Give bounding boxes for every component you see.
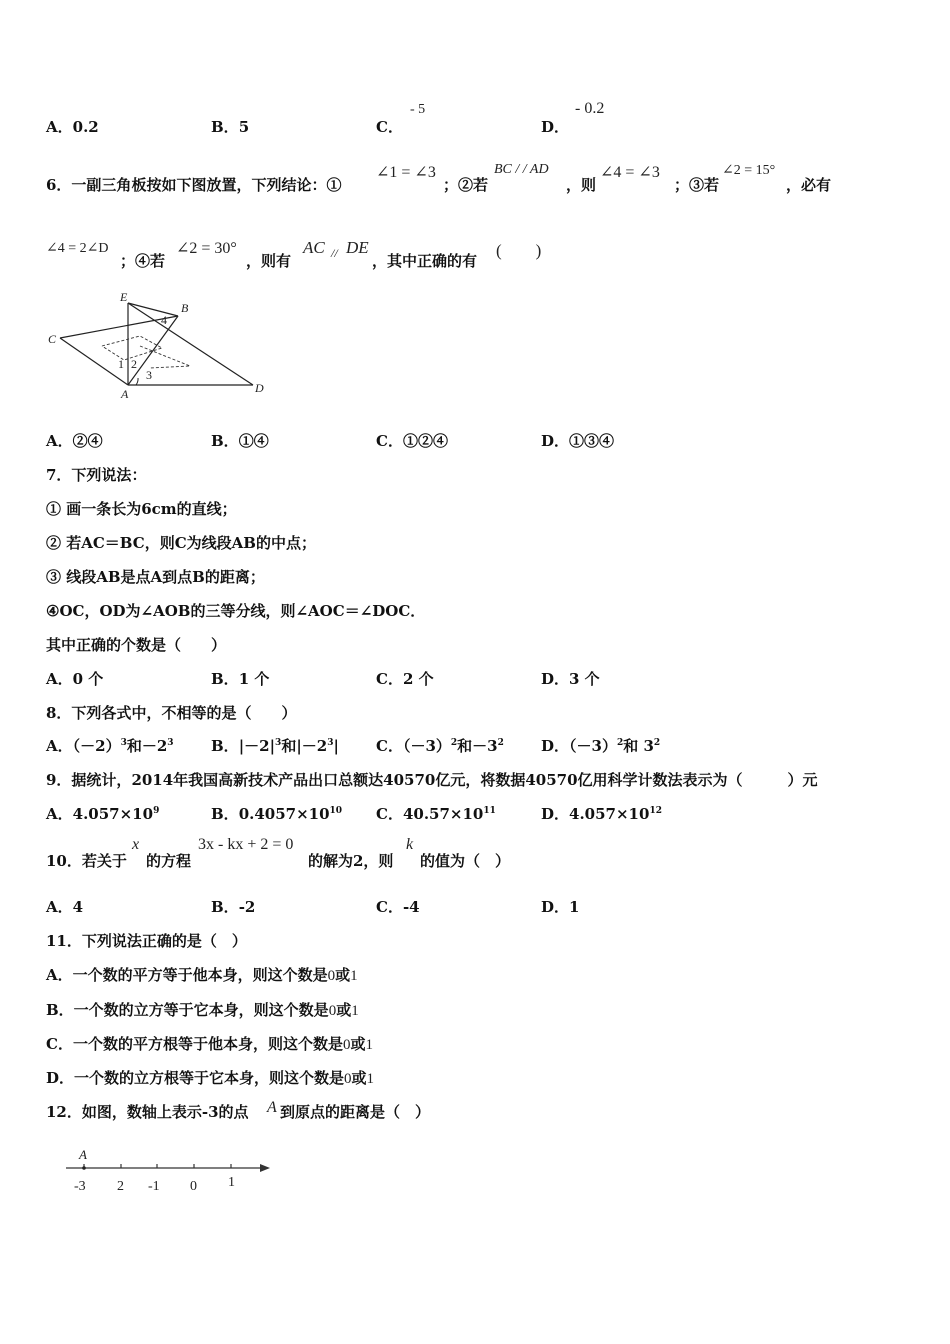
tick-label-2: 2 <box>117 1179 124 1194</box>
q6-option-a[interactable]: A．②④ <box>46 432 103 450</box>
q12-text-2: 到原点的距离是（ ） <box>280 1103 431 1121</box>
point-a-label: A <box>79 1147 87 1162</box>
q6-math-5: ∠4 = 2∠D <box>46 241 109 256</box>
angle-3-arc <box>136 378 138 385</box>
q10-text-4: 的值为（ ） <box>420 852 511 870</box>
label-angle-3: 3 <box>146 368 152 382</box>
label-d: D <box>255 381 264 395</box>
q7-item-3: ③ 线段AB是点A到点B的距离； <box>46 568 265 586</box>
q7-item-2: ② 若AC＝BC，则C为线段AB的中点； <box>46 534 316 552</box>
q5-option-c-math: - 5 <box>410 102 426 117</box>
label-angle-2: 2 <box>131 357 137 371</box>
q6-triangle-figure <box>40 288 280 400</box>
q7-stem: 7．下列说法： <box>46 466 147 484</box>
q6-option-d[interactable]: D．①③④ <box>541 432 615 450</box>
label-angle-4: 4 <box>161 313 167 327</box>
line-eb <box>128 303 178 316</box>
dashed-inner-2 <box>140 346 190 368</box>
q11-option-a[interactable]: A．一个数的平方等于他本身，则这个数是0或1 <box>46 966 358 984</box>
q8-stem: 8．下列各式中，不相等的是（ ） <box>46 704 297 722</box>
number-line-arrow <box>260 1164 270 1172</box>
q6-lead: 6．一副三角板按如下图放置，下列结论：① <box>46 176 342 194</box>
q6-text-2: ；②若 <box>443 176 489 194</box>
q7-item-4: ④OC，OD为∠AOB的三等分线，则∠AOC＝∠DOC． <box>46 602 426 620</box>
q7-option-a[interactable]: A．0 个 <box>46 670 104 688</box>
q9-stem: 9．据统计，2014年我国高新技术产品出口总额达40570亿元，将数据40570亿用科学计数法表示为（ ）元 <box>46 771 818 789</box>
q10-math-x: x <box>132 836 140 853</box>
q5-option-a[interactable]: A．0.2 <box>46 118 99 136</box>
q6-text-8: ，其中正确的有 <box>372 252 478 270</box>
q8-option-d[interactable]: D．$(-3)^2$和 $3^2$ <box>541 737 661 755</box>
q6-text-6: ；④若 <box>120 252 166 270</box>
q6-math-7a: AC <box>303 238 325 257</box>
q6-figure-dashed <box>102 336 190 368</box>
tick-label-neg3: -3 <box>74 1179 86 1194</box>
q9-option-d[interactable]: D．$4.057\times 10^{12}$ <box>541 805 662 823</box>
label-b: B <box>181 301 189 315</box>
q6-math-3: ∠4 = ∠3 <box>600 164 660 181</box>
label-e: E <box>120 290 128 304</box>
q5-option-b[interactable]: B．5 <box>211 118 250 136</box>
q6-math-7c: DE <box>346 238 369 257</box>
q12-text-1: 12．如图，数轴上表示-3的点 <box>46 1103 249 1121</box>
q10-math-k: k <box>406 836 414 853</box>
label-angle-1: 1 <box>118 357 124 371</box>
q8-option-b[interactable]: B．$|-2|^3$和$|-2^3|$ <box>211 737 339 755</box>
q10-text-3: 的解为2，则 <box>308 852 394 870</box>
tick-label-neg1: -1 <box>148 1179 160 1194</box>
label-c: C <box>48 332 57 346</box>
q11-stem: 11．下列说法正确的是（ ） <box>46 932 247 950</box>
q10-option-b[interactable]: B．-2 <box>211 898 256 916</box>
label-a: A <box>121 387 129 400</box>
q10-option-a[interactable]: A．4 <box>46 898 84 916</box>
q7-ask: 其中正确的个数是（ ） <box>46 636 227 654</box>
q6-text-4: ；③若 <box>674 176 720 194</box>
tick-label-0: 0 <box>190 1179 197 1194</box>
q11-option-d[interactable]: D．一个数的立方根等于它本身，则这个数是0或1 <box>46 1069 375 1087</box>
q6-text-5: ，必有 <box>786 176 832 194</box>
q5-option-d-math: - 0.2 <box>575 100 605 117</box>
number-line-figure <box>60 1140 280 1200</box>
q6-math-7b: // <box>331 246 338 260</box>
q7-item-1: ① 画一条长为6cm的直线； <box>46 500 237 518</box>
q6-math-1: ∠1 = ∠3 <box>376 164 436 181</box>
q10-math-equation: 3x - kx + 2 = 0 <box>198 836 294 853</box>
q9-option-a[interactable]: A．$4.057\times 10^9$ <box>46 805 160 823</box>
q7-option-d[interactable]: D．3 个 <box>541 670 600 688</box>
q10-option-d[interactable]: D．1 <box>541 898 580 916</box>
tick-label-1: 1 <box>228 1175 235 1190</box>
q8-option-a[interactable]: A．$(-2)^3$和$-2^3$ <box>46 737 174 755</box>
q6-figure-lines <box>60 303 253 385</box>
q6-option-b[interactable]: B．①④ <box>211 432 269 450</box>
point-a-dot <box>82 1166 86 1170</box>
q6-text-3: ，则 <box>566 176 597 194</box>
q6-math-2: BC / / AD <box>494 162 549 177</box>
q5-option-d[interactable]: D． <box>541 118 570 136</box>
q11-option-c[interactable]: C．一个数的平方根等于他本身，则这个数是0或1 <box>46 1035 373 1053</box>
q6-math-4: ∠2 = 15° <box>722 163 776 178</box>
q9-option-c[interactable]: C．$40.57\times 10^{11}$ <box>376 805 496 823</box>
q6-option-c[interactable]: C．①②④ <box>376 432 448 450</box>
q9-option-b[interactable]: B．$0.4057\times 10^{10}$ <box>211 805 343 823</box>
q6-math-6: ∠2 = 30° <box>176 240 237 257</box>
q6-text-7: ，则有 <box>246 252 292 270</box>
q11-option-b[interactable]: B．一个数的立方等于它本身，则这个数是0或1 <box>46 1001 359 1019</box>
q5-option-c[interactable]: C． <box>376 118 403 136</box>
line-ba <box>128 316 178 385</box>
q10-option-c[interactable]: C．-4 <box>376 898 420 916</box>
q10-text-2: 的方程 <box>146 852 192 870</box>
q6-paren: ( ) <box>496 241 542 260</box>
q8-option-c[interactable]: C．$(-3)^2$和$-3^2$ <box>376 737 504 755</box>
q7-option-b[interactable]: B．1 个 <box>211 670 270 688</box>
q12-math-a: A <box>267 1099 277 1116</box>
q7-option-c[interactable]: C．2 个 <box>376 670 434 688</box>
q10-text-1: 10．若关于 <box>46 852 127 870</box>
